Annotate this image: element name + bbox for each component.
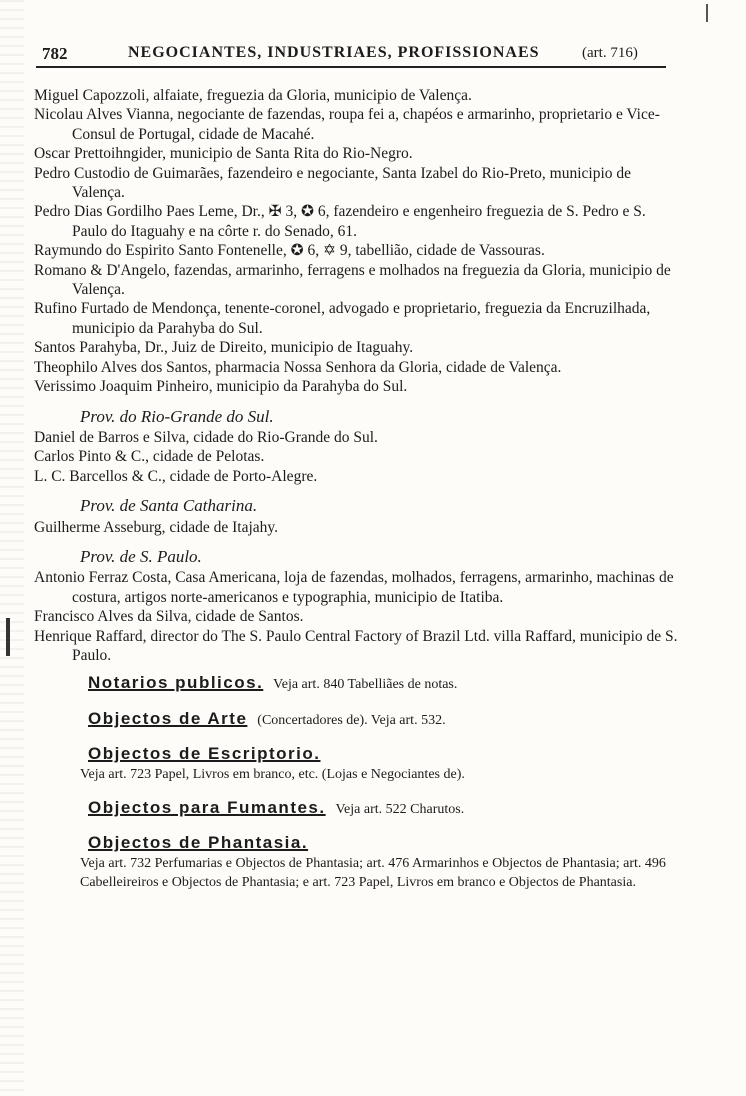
section-reference: (Concertadores de). Veja art. 532. [257, 712, 446, 728]
section-notarios-publicos [88, 673, 682, 694]
scan-mark [706, 4, 708, 22]
section-heading: Objectos de Arte [88, 708, 248, 728]
province-heading-sao-paulo: Prov. de S. Paulo. [80, 546, 202, 566]
page-content [34, 86, 682, 893]
province-heading-rio-grande-do-sul: Prov. do Rio-Grande do Sul. [80, 406, 274, 426]
directory-entry: Daniel de Barros e Silva, cidade do Rio-Grande do Sul. [34, 428, 378, 446]
directory-entry: L. C. Barcellos & C., cidade de Porto-Alegre. [34, 467, 318, 485]
directory-entry: Romano & D'Angelo, fazendas, armarinho, ferragens e molhados na freguezia da Gloria, municipio de Valença. [34, 261, 671, 299]
directory-entry: Santos Parahyba, Dr., Juiz de Direito, municipio de Itaguahy. [34, 339, 414, 357]
directory-entry: Rufino Furtado de Mendonça, tenente-coronel, advogado e proprietario, freguezia da Encruzilhada, municipio da Parahyba do Sul. [34, 300, 651, 337]
running-title: NEGOCIANTES, INDUSTRIAES, PROFISSIONAES [128, 44, 540, 61]
page-number: 782 [42, 44, 68, 63]
section-objectos-de-phantasia [80, 833, 682, 892]
section-objectos-de-escriptorio [80, 744, 682, 784]
directory-entry: Antonio Ferraz Costa, Casa Americana, loja de fazendas, molhados, ferragens, armarinho, machinas de costura, artigos norte-americanos e typographia, municipio de Itatiba. [34, 569, 674, 606]
scan-margin-bar [6, 618, 10, 656]
cross-reference-sections [80, 673, 682, 892]
section-heading: Objectos de Escriptorio. [88, 744, 321, 764]
article-reference: (art. 716) [582, 45, 638, 61]
section-heading: Notarios publicos. [88, 673, 264, 693]
directory-entry: Pedro Custodio de Guimarães, fazendeiro e negociante, Santa Izabel do Rio-Preto, municipio de Valença. [34, 164, 631, 202]
directory-entry: Francisco Alves da Silva, cidade de Santos. [34, 608, 304, 626]
directory-entry: Guilherme Asseburg, cidade de Itajahy. [34, 518, 279, 536]
directory-entry: Henrique Raffard, director do The S. Paulo Central Factory of Brazil Ltd. villa Raffard, municipio de S. Paulo. [34, 627, 678, 664]
directory-entry: Oscar Prettoihngider, municipio de Santa Rita do Rio-Negro. [34, 145, 413, 163]
section-heading: Objectos de Phantasia. [88, 833, 309, 853]
directory-entry: Carlos Pinto & C., cidade de Pelotas. [34, 448, 265, 466]
section-objectos-para-fumantes [88, 798, 682, 819]
section-reference: Veja art. 840 Tabelliães de notas. [273, 677, 458, 693]
province-heading-santa-catharina: Prov. de Santa Catharina. [80, 496, 258, 516]
directory-entry: Verissimo Joaquim Pinheiro, municipio da Parahyba do Sul. [34, 378, 408, 396]
running-header [36, 40, 666, 68]
directory-entry: Pedro Dias Gordilho Paes Leme, Dr., ✠ 3, ✪ 6, fazendeiro e engenheiro freguezia de S. Pedro e S. Paulo do Itaguahy e na côrte r. do Senado, 61. [34, 203, 646, 240]
section-reference: Veja art. 522 Charutos. [335, 802, 465, 817]
section-reference: Veja art. 723 Papel, Livros em branco, etc. (Lojas e Negociantes de). [80, 766, 465, 782]
directory-entry: Raymundo do Espirito Santo Fontenelle, ✪ 6, ✡ 9, tabellião, cidade de Vassouras. [34, 242, 545, 260]
directory-entry: Nicolau Alves Vianna, negociante de fazendas, roupa fei a, chapéos e armarinho, proprietario e Vice-Consul de Portugal, cidade de Macahé. [34, 106, 660, 143]
section-objectos-de-arte [88, 709, 682, 730]
directory-entry: Miguel Capozzoli, alfaiate, freguezia da Gloria, municipio de Valença. [34, 87, 472, 104]
section-reference: Veja art. 732 Perfumarias e Objectos de Phantasia; art. 476 Armarinhos e Objectos de Phantasia; art. 496 Cabelleireiros e Objectos de Phantasia; e art. 723 Papel, Livros em branco e Objectos de Phantasia. [80, 855, 666, 891]
section-heading: Objectos para Fumantes. [88, 798, 326, 817]
scan-margin-noise [0, 0, 24, 1096]
directory-entry: Theophilo Alves dos Santos, pharmacia Nossa Senhora da Gloria, cidade de Valença. [34, 358, 562, 376]
